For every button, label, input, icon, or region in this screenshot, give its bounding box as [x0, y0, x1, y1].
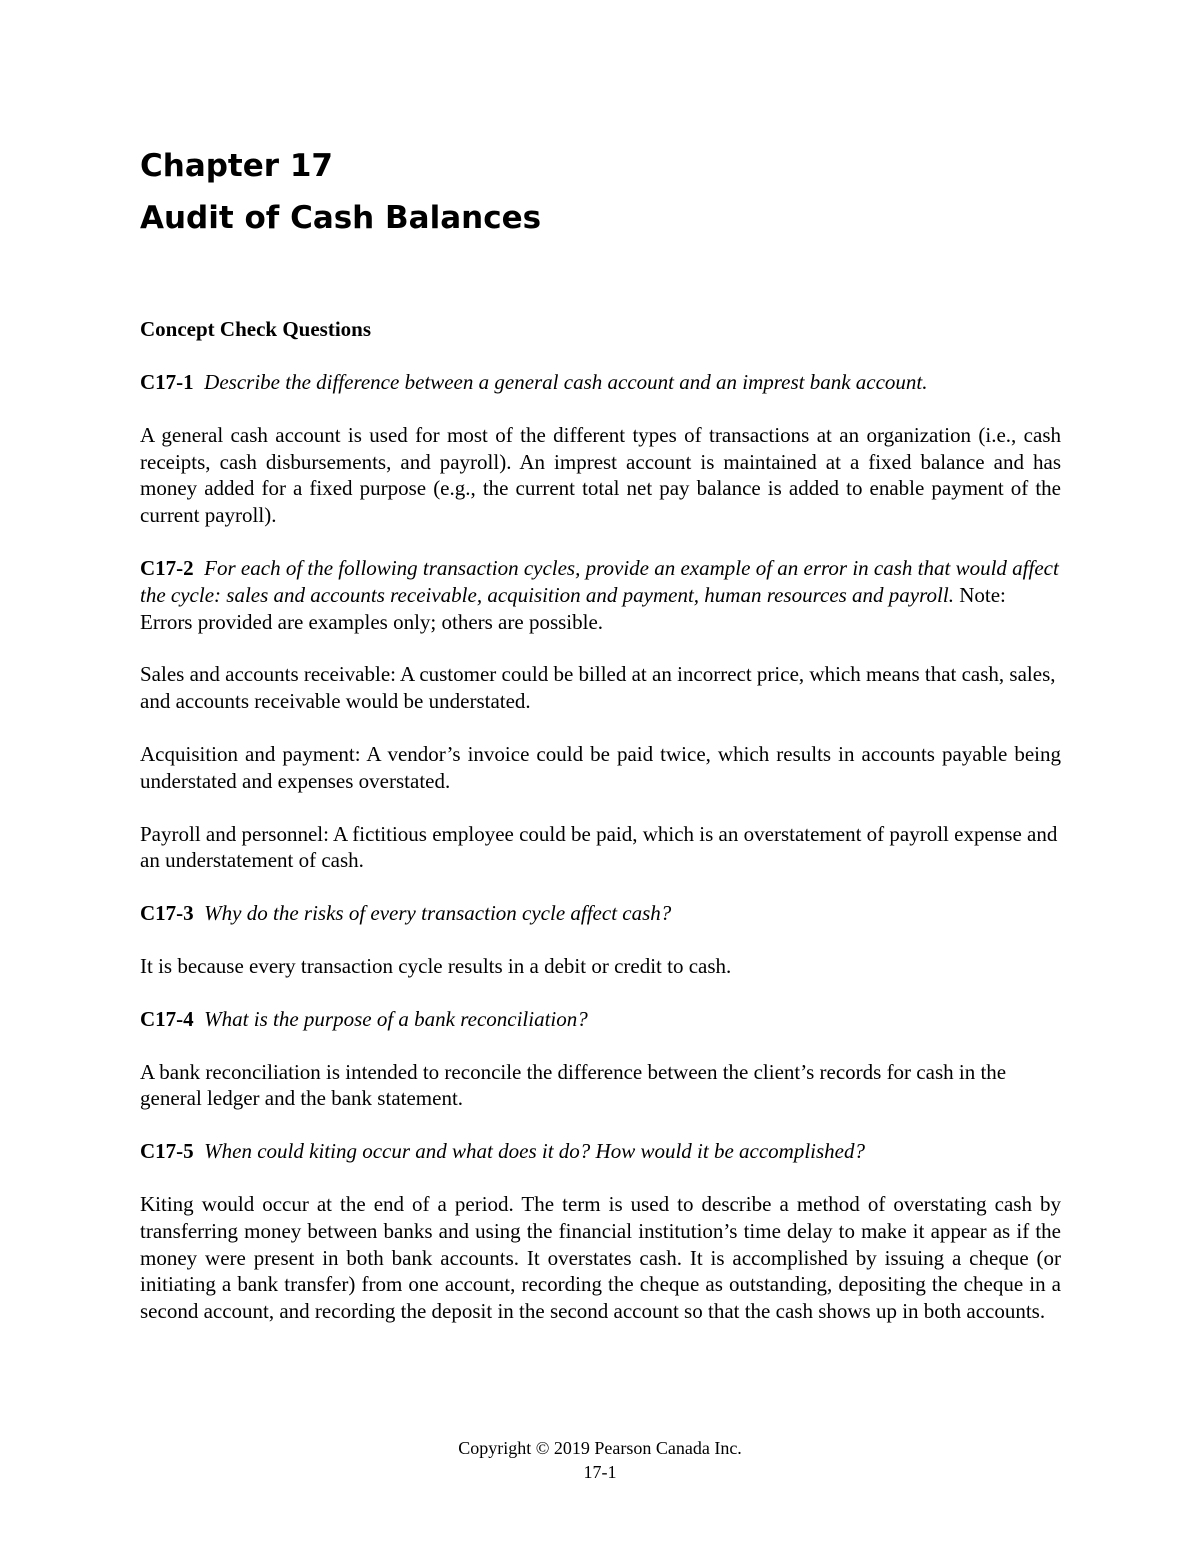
question-c17-4	[140, 1006, 1061, 1033]
question-text: Describe the difference between a general cash account and an imprest bank account.	[204, 370, 928, 394]
page-number: 17-1	[583, 1462, 617, 1482]
question-text: What is the purpose of a bank reconciliation?	[204, 1006, 588, 1031]
page-footer	[0, 1436, 1200, 1484]
answer-paragraph: Sales and accounts receivable: A customer could be billed at an incorrect price, which means that cash, sales, and accounts receivable would be understated.	[140, 662, 1056, 714]
document-page	[140, 140, 1061, 1325]
answer-paragraph: Kiting would occur at the end of a period. The term is used to describe a method of overstating cash by transferring money between banks and using the financial institution’s time delay to make it appear as if the money were present in both bank accounts. It overstates cash. It is accomplished by issuing a cheque (or initiating a bank transfer) from one account, recording the cheque as outstanding, depositing the cheque in a second account, and recording the deposit in the second account so that the cash shows up in both accounts.	[140, 1191, 1061, 1324]
question-c17-2	[140, 555, 1061, 635]
question-c17-1	[140, 369, 1061, 396]
answer-paragraph: It is because every transaction cycle results in a debit or credit to cash.	[140, 953, 732, 978]
question-id: C17-5	[140, 1139, 194, 1164]
question-id: C17-3	[140, 901, 194, 926]
question-id: C17-4	[140, 1006, 194, 1031]
question-id: C17-2	[140, 555, 194, 580]
copyright-notice: Copyright © 2019 Pearson Canada Inc.	[458, 1438, 742, 1458]
answer-paragraph: Payroll and personnel: A fictitious employee could be paid, which is an overstatement of payroll expense and an understatement of cash.	[140, 821, 1058, 873]
question-text: For each of the following transaction cycles, provide an example of an error in cash that would affect the cycle: sales and accounts receivable, acquisition and payment, human resources and payroll.	[140, 555, 1059, 607]
answer-paragraph: A general cash account is used for most of the different types of transactions at an organization (i.e., cash receipts, cash disbursements, and payroll). An imprest account is maintained at a fixed balance and has money added for a fixed purpose (e.g., the current total net pay balance is added to enable payment of the current payroll).	[140, 422, 1061, 528]
chapter-title: Audit of Cash Balances	[140, 200, 542, 236]
question-note: Note: Errors provided are examples only; others are possible.	[140, 582, 1006, 634]
question-text: When could kiting occur and what does it do? How would it be accomplished?	[204, 1139, 866, 1164]
answer-paragraph: Acquisition and payment: A vendor’s invoice could be paid twice, which results in accounts payable being understated and expenses overstated.	[140, 741, 1061, 793]
answer-paragraph: A bank reconciliation is intended to reconcile the difference between the client’s records for cash in the general ledger and the bank statement.	[140, 1059, 1007, 1111]
question-c17-5	[140, 1138, 1061, 1165]
question-c17-3	[140, 900, 1061, 927]
section-heading: Concept Check Questions	[140, 317, 372, 341]
chapter-number: Chapter 17	[140, 148, 333, 184]
question-text: Why do the risks of every transaction cycle affect cash?	[204, 901, 672, 926]
question-id: C17-1	[140, 370, 194, 394]
